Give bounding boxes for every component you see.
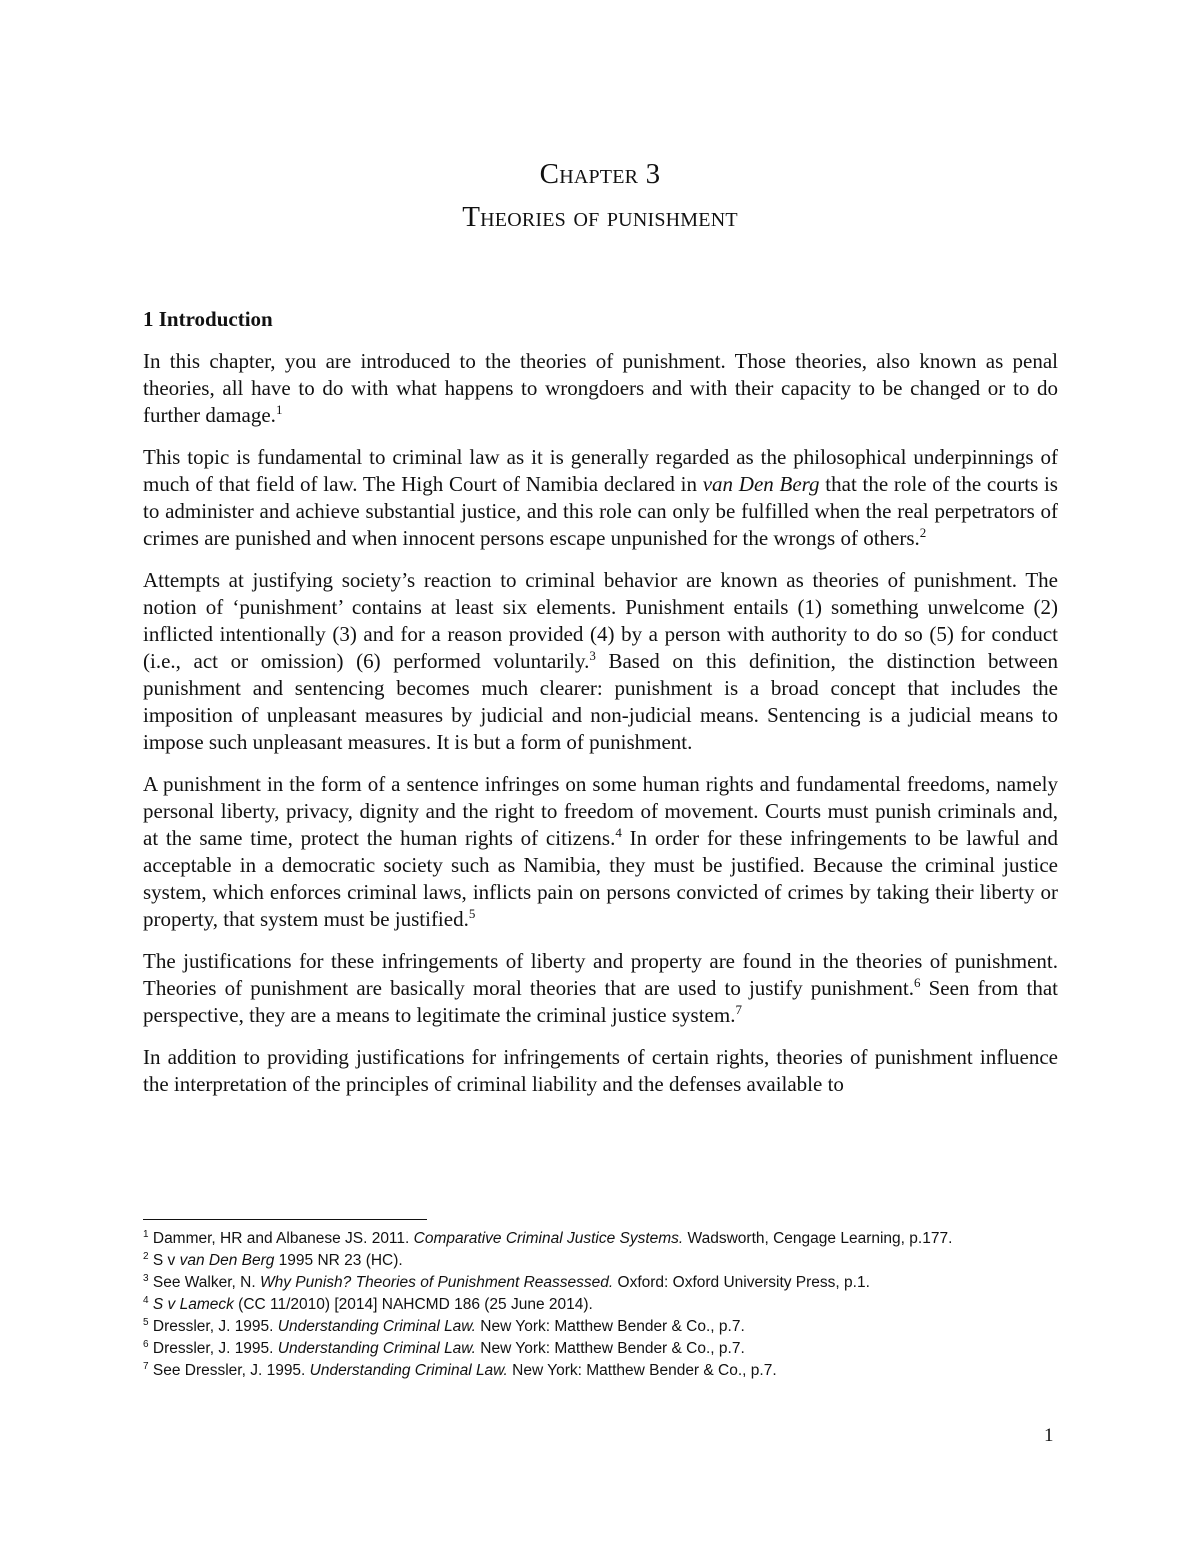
footnote-2: $^2$ S v van Den Berg 1995 NR 23 (HC). <box>143 1251 403 1269</box>
paragraph-5: The justifications for these infringements of liberty and property are found in the theories of punishment. Theories of punishment are basically moral theories that are used to justify punishment.$^6$ Seen from that perspective, they are a means to legitimate the criminal justice system.$^7$ <box>143 949 1058 1027</box>
footnote-ref[interactable]: 2 <box>919 525 927 540</box>
paragraph-6: In addition to providing justifications for infringements of certain rights, theories of punishment influence the interpretation of the principles of criminal liability and the defenses available to <box>143 1045 1058 1096</box>
footnote-ref[interactable]: 4 <box>615 825 622 840</box>
section-heading: 1 Introduction <box>143 307 273 331</box>
chapter-number: Chapter 3 <box>539 158 661 190</box>
footnotes <box>143 1228 1043 1382</box>
paragraph-2: This topic is fundamental to criminal law as it is generally regarded as the philosophical underpinnings of much of that field of law. The High Court of Namibia declared in van Den Berg that the role of the courts is to administer and achieve substantial justice, and this role can only be fulfilled when the real perpetrators of crimes are punished and when innocent persons escape unpunished for the wrongs of others.$^2$ <box>143 445 1058 550</box>
footnote-ref[interactable]: 3 <box>589 648 596 663</box>
footnote-ref[interactable]: 5 <box>468 906 476 921</box>
footnote-ref[interactable]: 1 <box>275 402 283 417</box>
paragraph-3: Attempts at justifying society’s reaction to criminal behavior are known as theories of punishment. The notion of ‘punishment’ contains at least six elements. Punishment entails (1) something unwelcome (2) inflicted intentionally (3) and for a reason provided (4) by a person with authority to do so (5) for conduct (i.e., act or omission) (6) performed voluntarily.$^3$ Based on this definition, the distinction between punishment and sentencing becomes much clearer: punishment is a broad concept that includes the imposition of unpleasant measures by judicial and non-judicial means. Sentencing is a judicial means to impose such unpleasant measures. It is but a form of punishment. <box>143 568 1058 754</box>
footnote-5: $^5$ Dressler, J. 1995. Understanding Criminal Law. New York: Matthew Bender & Co., p.7. <box>143 1317 745 1335</box>
footnote-1: $^1$ Dammer, HR and Albanese JS. 2011. Comparative Criminal Justice Systems. Wadsworth, Cengage Learning, p.177. <box>143 1229 953 1247</box>
paragraph-1: In this chapter, you are introduced to the theories of punishment. Those theories, also known as penal theories, all have to do with what happens to wrongdoers and with their capacity to be changed or to do further damage.$^1$ <box>143 349 1058 427</box>
paragraph-4: A punishment in the form of a sentence infringes on some human rights and fundamental freedoms, namely personal liberty, privacy, dignity and the right to freedom of movement. Courts must punish criminals and, at the same time, protect the human rights of citizens.$^4$ In order for these infringements to be lawful and acceptable in a democratic society such as Namibia, they must be justified. Because the criminal justice system, which enforces criminal laws, inflicts pain on persons convicted of crimes by taking their liberty or property, that system must be justified.$^5$ <box>143 772 1058 931</box>
footnote-3: $^3$ See Walker, N. Why Punish? Theories of Punishment Reassessed. Oxford: Oxford University Press, p.1. <box>143 1273 870 1291</box>
page-number: 1 <box>1044 1425 1054 1446</box>
chapter-title: Theories of punishment <box>462 201 738 233</box>
footnote-divider <box>143 1219 427 1220</box>
footnote-6: $^6$ Dressler, J. 1995. Understanding Criminal Law. New York: Matthew Bender & Co., p.7. <box>143 1339 745 1357</box>
body-text <box>143 348 1058 1113</box>
footnote-ref[interactable]: 6 <box>914 975 921 990</box>
case-name: van Den Berg <box>702 472 820 496</box>
footnote-4: $^4$ S v Lameck (CC 11/2010) [2014] NAHCMD 186 (25 June 2014). <box>143 1295 593 1313</box>
footnote-ref[interactable]: 7 <box>735 1002 742 1017</box>
footnote-7: $^7$ See Dressler, J. 1995. Understanding Criminal Law. New York: Matthew Bender & Co., p.7. <box>143 1361 777 1379</box>
